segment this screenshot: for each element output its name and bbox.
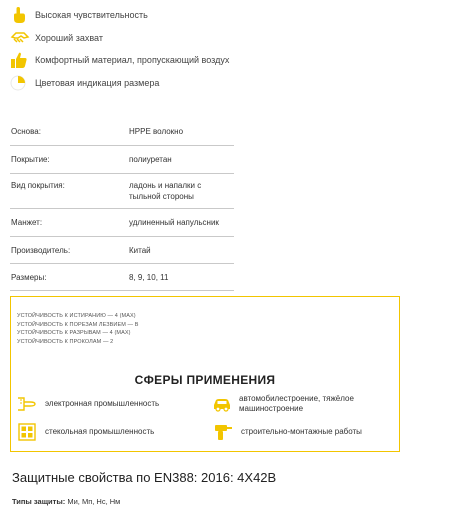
- resistance-item: УСТОЙЧИВОСТЬ К ПОРЕЗАМ ЛЕЗВИЕМ — В: [17, 321, 139, 328]
- protection-types-value: Ми, Мп, Нс, Нм: [67, 497, 121, 506]
- table-row: [10, 118, 234, 146]
- specs-table: [10, 118, 234, 291]
- spec-value: Китай: [128, 237, 234, 264]
- spec-value: удлиненный напульсник: [128, 209, 234, 237]
- color-size-icon: [10, 73, 32, 93]
- grip-hand-icon: [10, 28, 32, 48]
- areas-title: СФЕРЫ ПРИМЕНЕНИЯ: [134, 373, 276, 387]
- resistance-item: УСТОЙЧИВОСТЬ К ИСТИРАНИЮ — 4 (MAX): [17, 313, 136, 319]
- protection-title: Защитные свойства по EN388: 2016: 4X42B: [12, 470, 277, 485]
- glass-window-icon: [15, 421, 39, 443]
- spec-key: Вид покрытия:: [10, 174, 128, 209]
- spec-key: Покрытие:: [10, 146, 128, 174]
- table-row: [10, 264, 234, 291]
- feature-label: Высокая чувствительность: [35, 10, 148, 21]
- feature-item: [10, 49, 229, 72]
- electronics-icon: [15, 393, 39, 415]
- thumbs-up-icon: [10, 50, 32, 70]
- application-box: [10, 296, 400, 452]
- resistance-item: УСТОЙЧИВОСТЬ К РАЗРЫВАМ — 4 (MAX): [17, 330, 131, 336]
- spec-value: 8, 9, 10, 11: [128, 264, 234, 291]
- area-label: электронная промышленность: [45, 399, 160, 408]
- spec-value: HPPE волокно: [128, 118, 234, 146]
- area-label: автомобилестроение, тяжёлое машиностроение: [239, 394, 354, 413]
- spec-value: полиуретан: [128, 146, 234, 174]
- area-label: стекольная промышленность: [45, 427, 155, 436]
- feature-label: Хороший захват: [35, 32, 103, 43]
- area-item: [15, 393, 159, 415]
- table-row: [10, 146, 234, 174]
- table-row: [10, 174, 234, 209]
- feature-item: [10, 4, 229, 27]
- drill-icon: [211, 421, 235, 443]
- area-item: [211, 421, 362, 443]
- area-item: [211, 393, 381, 415]
- spec-key: Манжет:: [10, 209, 128, 237]
- spec-key: Размеры:: [10, 264, 128, 291]
- features-list: [10, 4, 229, 94]
- protection-types-label: Типы защиты:: [12, 497, 66, 506]
- spec-value: ладонь и напалки с тыльной стороны: [128, 174, 234, 209]
- area-label: строительно-монтажные работы: [241, 427, 362, 436]
- area-item: [15, 421, 154, 443]
- spec-key: Производитель:: [10, 237, 128, 264]
- feature-label: Комфортный материал, пропускающий воздух: [35, 55, 230, 66]
- car-icon: [211, 393, 233, 415]
- feature-label: Цветовая индикация размера: [35, 77, 160, 88]
- resistance-list: [17, 312, 139, 346]
- touch-finger-icon: [10, 5, 32, 25]
- spec-key: Основа:: [10, 118, 128, 146]
- feature-item: [10, 72, 229, 95]
- resistance-item: УСТОЙЧИВОСТЬ К ПРОКОЛАМ — 2: [17, 338, 114, 345]
- feature-item: [10, 27, 229, 50]
- table-row: [10, 209, 234, 237]
- protection-types: [12, 497, 120, 506]
- table-row: [10, 237, 234, 264]
